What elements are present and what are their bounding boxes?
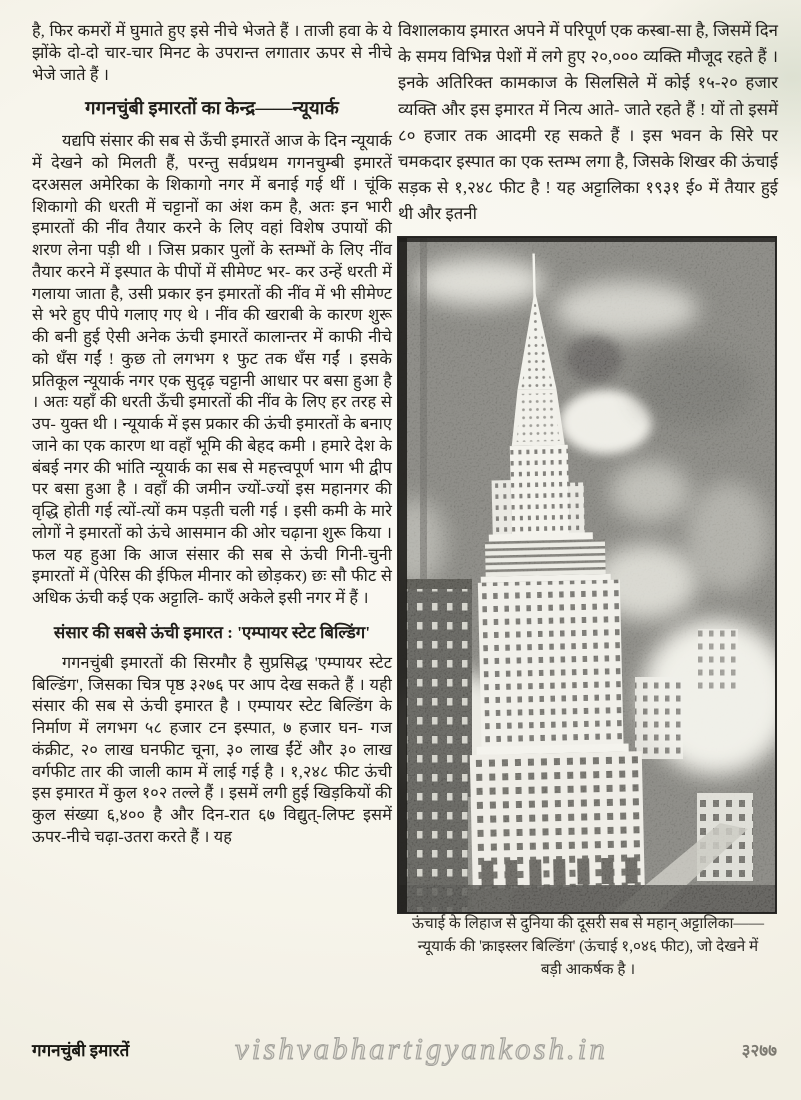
chrysler-building-photo <box>398 237 776 913</box>
photo-caption: ऊंचाई के लिहाज से दुनिया की दूसरी सब से महान् अट्टालिका——न्यूयार्क की 'क्राइस्लर बिल्डिंग' (ऊंचाई १,०४६ फीट), जो देखने में बड़ी आकर्षक है । <box>412 914 764 978</box>
section-heading-empire-state: संसार की सबसे ऊंची इमारत : 'एम्पायर स्टेट बिल्डिंग' <box>53 622 371 642</box>
page-footer <box>32 1026 777 1072</box>
page-number: ३२७७ <box>741 1040 777 1060</box>
running-title: गगनचुंबी इमारतें <box>32 1040 130 1060</box>
section-heading-newyork: गगनचुंबी इमारतों का केन्द्र——न्यूयार्क <box>85 99 339 120</box>
right-text-column <box>398 18 778 981</box>
chrysler-building-illustration <box>398 237 776 913</box>
watermark-text: vishvabhartigyankosh.in <box>234 1031 608 1066</box>
left-text-column <box>32 20 392 848</box>
paragraph-chicago-newyork: यद्यपि संसार की सब से ऊँची इमारतें आज के दिन न्यूयार्क में देखने को मिलती हैं, परन्तु सर्वप्रथम गगनचुम्बी इमारतें दरअसल अमेरिका के शिकागो नगर में बनाई गई थीं । चूंकि शिकागो की धरती में चट्टानों का अंश कम है, अतः इन भारी इमारतों की नींव तैयार करने के लिए वहां विशेष उपायों की शरण लेना पड़ी थी । जिस प्रकार पुलों के स्तम्भों के लिए नींव तैयार करने में इस्पात के पीपों में सीमेण्ट भर- कर उन्हें धरती में गलाया जाता है, उसी प्रकार इन इमारतों की नींव में भी सीमेण्ट से भरे हुए पीपे गलाए गए थे । नींव की खराबी के कारण शुरू की बनी हुई ऐसी अनेक ऊंची इमारतें कालान्तर में काफी नीचे को धँस गईं ! कुछ तो लगभग १ फुट तक धँस गईं । इसके प्रतिकूल न्यूयार्क नगर एक सुदृढ़ चट्टानी आधार पर बसा हुआ है । अतः यहाँ की धरती ऊँची इमारतों की नींव के लिए हर तरह से उप- युक्त थी । न्यूयार्क में इस प्रकार की ऊंची इमारतों के बनाए जाने का एक कारण था वहाँ भूमि की बेहद कमी । हमारे देश के बंबई नगर की भांति न्यूयार्क का सब से महत्त्वपूर्ण भाग भी द्वीप पर बसा हुआ है । वहाँ की जमीन ज्यों-ज्यों इस महानगर की वृद्धि होती गई त्यों-त्यों कम पड़ती चली गई । इसी कमी के मारे लोगों ने इमारतों को ऊंचे आसमान की ओर चढ़ाना शुरू किया । फल यह हुआ कि आज संसार की सब से ऊंची गिनी-चुनी इमारतों में (पेरिस की ईफिल मीनार को छोड़कर) छः सौ फीट से अधिक ऊंची कई एक अट्टालि- काएँ अकेले इसी नगर में हैं । <box>32 131 392 608</box>
paragraph-empire-state: गगनचुंबी इमारतों की सिरमौर है सुप्रसिद्ध 'एम्पायर स्टेट बिल्डिंग', जिसका चित्र पृष्ठ ३२७६ पर आप देख सकते हैं । यही संसार की सब से ऊंची इमारत है । एम्पायर स्टेट बिल्डिंग के निर्माण में लगभग ५८ हजार टन इस्पात, ७ हजार घन- गज कंक्रीट, २० लाख घनफीट चूना, ३० लाख ईंटें और ३० लाख वर्गफीट तार की जाली काम में लाई गई है । १,२४८ फीट ऊंची इस इमारत में कुल १०२ तल्ले हैं । इसमें लगी हुई खिड़कियों की कुल संख्या ६,४०० है और दिन-रात ६७ विद्युत्-लिफ्ट इसमें ऊपर-नीचे चढ़ा-उतरा करते हैं । यह <box>32 652 392 846</box>
paragraph-building-city: विशालकाय इमारत अपने में परिपूर्ण एक कस्बा-सा है, जिसमें दिन के समय विभिन्न पेशों में लगे हुए २०,००० व्यक्ति मौजूद रहते हैं । इनके अतिरिक्त कामकाज के सिलसिले में कोई १५-२० हजार व्यक्ति और इस इमारत में नित्य आते- जाते रहते हैं ! यों तो इसमें ८० हजार तक आदमी रह सकते हैं । इस भवन के सिरे पर चमकदार इस्पात का एक स्तम्भ लगा है, जिसके शिखर की ऊंचाई सड़क से १,२४८ फीट है ! यह अट्टालिका १९३१ ई० में तैयार हुई थी और इतनी <box>398 21 778 224</box>
paragraph-continued: है, फिर कमरों में घुमाते हुए इसे नीचे भेजते हैं । ताजी हवा के ये झोंके दो-दो चार-चार मिनट के उपरान्त लगातार ऊपर से नीचे भेजे जाते हैं । <box>32 21 392 84</box>
